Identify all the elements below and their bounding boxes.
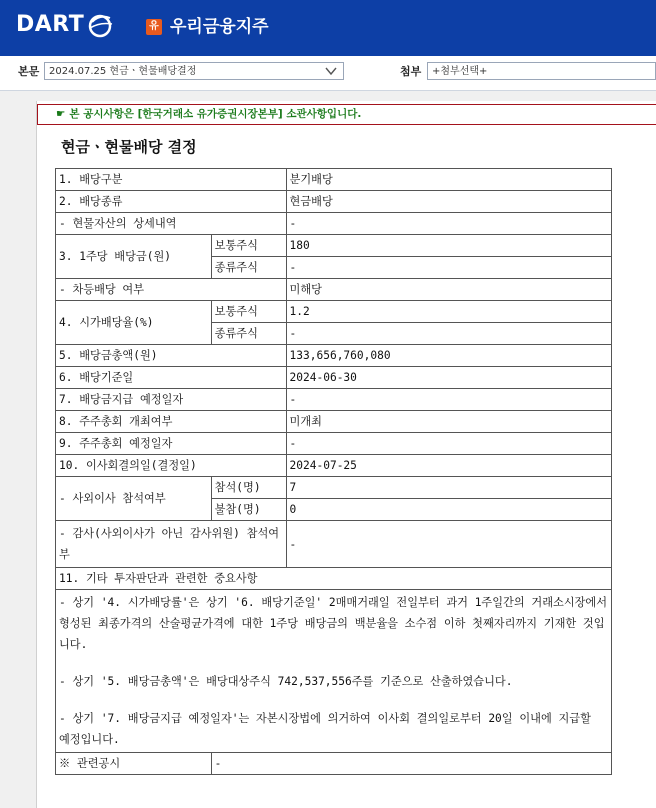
row-value: - bbox=[211, 753, 611, 775]
row-value: 2024-07-25 bbox=[286, 455, 611, 477]
main-doc-select[interactable] bbox=[44, 62, 344, 80]
table-row bbox=[56, 433, 612, 455]
row-label: 8. 주주총회 개최여부 bbox=[56, 411, 287, 433]
table-row bbox=[56, 169, 612, 191]
table-row bbox=[56, 213, 612, 235]
chevron-down-icon bbox=[325, 66, 337, 76]
sub-label: 보통주식 bbox=[211, 301, 286, 323]
company-name: 우리금융지주 bbox=[170, 17, 269, 37]
table-row bbox=[56, 367, 612, 389]
row-value: 현금배당 bbox=[286, 191, 611, 213]
row-value: - bbox=[286, 389, 611, 411]
row-label: - 차등배당 여부 bbox=[56, 279, 287, 301]
notice-text: 본 공시사항은 [한국거래소 유가증권시장본부] 소관사항입니다. bbox=[69, 108, 362, 120]
row-value: 미개최 bbox=[286, 411, 611, 433]
dart-logo[interactable] bbox=[16, 10, 114, 40]
row-label: 11. 기타 투자판단과 관련한 중요사항 bbox=[56, 568, 612, 590]
dividend-table bbox=[55, 168, 612, 775]
attach-label: 첨부 bbox=[400, 65, 422, 78]
sub-label: 종류주식 bbox=[211, 257, 286, 279]
row-value: 미해당 bbox=[286, 279, 611, 301]
row-value: 분기배당 bbox=[286, 169, 611, 191]
row-label: - 현물자산의 상세내역 bbox=[56, 213, 287, 235]
note-text: - 상기 '5. 배당금총액'은 배당대상주식 742,537,556주를 기준으로 산출하였습니다. bbox=[59, 675, 513, 688]
row-value: 7 bbox=[286, 477, 611, 499]
row-value: 2024-06-30 bbox=[286, 367, 611, 389]
row-value: 133,656,760,080 bbox=[286, 345, 611, 367]
notes-cell bbox=[56, 590, 612, 753]
row-value: - bbox=[286, 257, 611, 279]
sub-label: 불참(명) bbox=[211, 499, 286, 521]
table-row bbox=[56, 753, 612, 775]
row-value: - bbox=[286, 521, 611, 568]
row-label: 6. 배당기준일 bbox=[56, 367, 287, 389]
row-value: - bbox=[286, 433, 611, 455]
dart-logo-text: DART bbox=[16, 12, 85, 37]
table-row bbox=[56, 279, 612, 301]
market-badge: 유 bbox=[146, 19, 162, 35]
doc-toolbar bbox=[0, 56, 656, 91]
jurisdiction-notice bbox=[37, 104, 656, 125]
table-row bbox=[56, 455, 612, 477]
main-doc-select-value: 2024.07.25 현금ㆍ현물배당결정 bbox=[49, 66, 197, 77]
table-row bbox=[56, 590, 612, 753]
dart-globe-icon bbox=[86, 10, 114, 40]
pointing-hand-icon: ☛ bbox=[56, 108, 66, 120]
table-row bbox=[56, 191, 612, 213]
table-row bbox=[56, 411, 612, 433]
row-label: 10. 이사회결의일(결정일) bbox=[56, 455, 287, 477]
table-row bbox=[56, 477, 612, 499]
row-label: - 사외이사 참석여부 bbox=[56, 477, 212, 521]
note-text: - 상기 '7. 배당금지급 예정일자'는 자본시장법에 의거하여 이사회 결의일로부터 20일 이내에 지급할 예정입니다. bbox=[59, 712, 591, 746]
page-title: 현금ㆍ현물배당 결정 bbox=[61, 138, 197, 156]
table-row bbox=[56, 235, 612, 257]
table-row bbox=[56, 301, 612, 323]
table-row bbox=[56, 389, 612, 411]
row-label: 1. 배당구분 bbox=[56, 169, 287, 191]
row-label: 4. 시가배당율(%) bbox=[56, 301, 212, 345]
document-body bbox=[36, 101, 656, 808]
row-value: 1.2 bbox=[286, 301, 611, 323]
top-header bbox=[0, 0, 656, 56]
row-label: 7. 배당금지급 예정일자 bbox=[56, 389, 287, 411]
sub-label: 보통주식 bbox=[211, 235, 286, 257]
attach-select[interactable] bbox=[427, 62, 656, 80]
table-row bbox=[56, 568, 612, 590]
main-doc-label: 본문 bbox=[18, 65, 40, 78]
row-label: 9. 주주총회 예정일자 bbox=[56, 433, 287, 455]
sub-label: 종류주식 bbox=[211, 323, 286, 345]
row-value: - bbox=[286, 323, 611, 345]
note-text: - 상기 '4. 시가배당률'은 상기 '6. 배당기준일' 2매매거래일 전일부터 과거 1주일간의 거래소시장에서 형성된 최종가격의 산술평균가격에 대한 1주당 배당금의 백분율을 소수점 이하 첫째자리까지 기재한 것입니다. bbox=[59, 596, 608, 651]
table-row bbox=[56, 521, 612, 568]
row-label: 2. 배당종류 bbox=[56, 191, 287, 213]
attach-select-value: +첨부선택+ bbox=[432, 66, 488, 77]
row-label: - 감사(사외이사가 아닌 감사위원) 참석여부 bbox=[56, 521, 287, 568]
sub-label: 참석(명) bbox=[211, 477, 286, 499]
row-value: 0 bbox=[286, 499, 611, 521]
row-label: 5. 배당금총액(원) bbox=[56, 345, 287, 367]
row-value: - bbox=[286, 213, 611, 235]
table-row bbox=[56, 345, 612, 367]
row-label: ※ 관련공시 bbox=[56, 753, 212, 775]
row-value: 180 bbox=[286, 235, 611, 257]
row-label: 3. 1주당 배당금(원) bbox=[56, 235, 212, 279]
